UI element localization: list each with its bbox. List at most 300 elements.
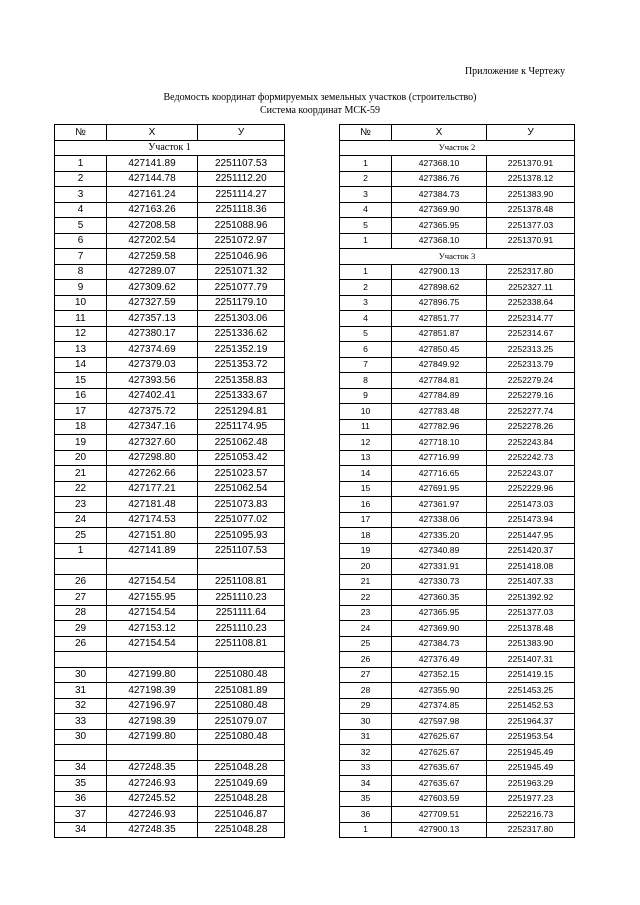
y-coordinate-cell: 2251112.20: [198, 171, 285, 187]
table-row: [55, 466, 285, 482]
point-number-cell: 35: [340, 791, 392, 807]
x-coordinate-cell: 427374.69: [107, 342, 198, 358]
table-row: [55, 652, 285, 668]
x-coordinate-cell: 427393.56: [107, 373, 198, 389]
table-row: [340, 543, 575, 559]
column-header-y: У: [198, 125, 285, 141]
point-number-cell: 14: [55, 357, 107, 373]
point-number-cell: 1: [340, 233, 392, 249]
x-coordinate-cell: 427386.76: [392, 171, 487, 187]
y-coordinate-cell: 2251080.48: [198, 698, 285, 714]
table-row: [340, 652, 575, 668]
x-coordinate-cell: 427331.91: [392, 559, 487, 575]
y-coordinate-cell: 2251073.83: [198, 497, 285, 513]
y-coordinate-cell: 2251080.48: [198, 729, 285, 745]
x-coordinate-cell: 427716.65: [392, 466, 487, 482]
table-row: [55, 435, 285, 451]
point-number-cell: 18: [55, 419, 107, 435]
y-coordinate-cell: 2252338.64: [487, 295, 575, 311]
y-coordinate-cell: 2251107.53: [198, 543, 285, 559]
x-coordinate-cell: 427900.13: [392, 822, 487, 838]
point-number-cell: 22: [55, 481, 107, 497]
y-coordinate-cell: 2251049.69: [198, 776, 285, 792]
y-coordinate-cell: 2252314.77: [487, 311, 575, 327]
point-number-cell: 34: [55, 822, 107, 838]
y-coordinate-cell: 2251383.90: [487, 187, 575, 203]
x-coordinate-cell: 427141.89: [107, 156, 198, 172]
y-coordinate-cell: 2251071.32: [198, 264, 285, 280]
x-coordinate-cell: 427259.58: [107, 249, 198, 265]
table-row: [340, 776, 575, 792]
y-coordinate-cell: 2252313.79: [487, 357, 575, 373]
y-coordinate-cell: 2251378.48: [487, 202, 575, 218]
y-coordinate-cell: 2251953.54: [487, 729, 575, 745]
x-coordinate-cell: 427851.87: [392, 326, 487, 342]
y-coordinate-cell: 2251077.02: [198, 512, 285, 528]
y-coordinate-cell: 2252216.73: [487, 807, 575, 823]
point-number-cell: 37: [55, 807, 107, 823]
x-coordinate-cell: 427716.99: [392, 450, 487, 466]
column-header-x: Х: [392, 125, 487, 141]
x-coordinate-cell: 427365.95: [392, 218, 487, 234]
point-number-cell: 29: [55, 621, 107, 637]
table-row: [340, 528, 575, 544]
point-number-cell: 31: [340, 729, 392, 745]
table-row: [340, 233, 575, 249]
x-coordinate-cell: 427402.41: [107, 388, 198, 404]
table-row: [55, 590, 285, 606]
y-coordinate-cell: 2251110.23: [198, 590, 285, 606]
point-number-cell: 22: [340, 590, 392, 606]
table-row: [340, 218, 575, 234]
point-number-cell: 17: [55, 404, 107, 420]
point-number-cell: 11: [340, 419, 392, 435]
table-row: [340, 590, 575, 606]
column-header-y: У: [487, 125, 575, 141]
point-number-cell: 35: [55, 776, 107, 792]
table-row: [55, 249, 285, 265]
y-coordinate-cell: 2252327.11: [487, 280, 575, 296]
y-coordinate-cell: 2251095.93: [198, 528, 285, 544]
y-coordinate-cell: 2252279.16: [487, 388, 575, 404]
point-number-cell: 20: [340, 559, 392, 575]
table-row: [55, 791, 285, 807]
y-coordinate-cell: 2251179.10: [198, 295, 285, 311]
appendix-note: Приложение к Чертежу: [464, 66, 565, 77]
point-number-cell: 2: [340, 280, 392, 296]
point-number-cell: 30: [55, 667, 107, 683]
y-coordinate-cell: 2252278.26: [487, 419, 575, 435]
table-row: [55, 419, 285, 435]
point-number-cell: 4: [340, 311, 392, 327]
y-coordinate-cell: 2251377.03: [487, 605, 575, 621]
point-number-cell: 24: [55, 512, 107, 528]
x-coordinate-cell: 427248.35: [107, 822, 198, 838]
x-coordinate-cell: 427335.20: [392, 528, 487, 544]
x-coordinate-cell: [107, 652, 198, 668]
table-row: [55, 218, 285, 234]
point-number-cell: 27: [340, 667, 392, 683]
point-number-cell: 4: [55, 202, 107, 218]
y-coordinate-cell: 2251108.81: [198, 636, 285, 652]
y-coordinate-cell: 2251420.37: [487, 543, 575, 559]
y-coordinate-cell: 2251079.07: [198, 714, 285, 730]
table-row: [55, 404, 285, 420]
section-title: Участок 1: [55, 140, 285, 156]
table-row: [340, 311, 575, 327]
table-row: [340, 202, 575, 218]
x-coordinate-cell: 427246.93: [107, 776, 198, 792]
x-coordinate-cell: 427597.98: [392, 714, 487, 730]
x-coordinate-cell: 427375.72: [107, 404, 198, 420]
point-number-cell: 9: [55, 280, 107, 296]
y-coordinate-cell: 2251046.87: [198, 807, 285, 823]
x-coordinate-cell: 427635.67: [392, 760, 487, 776]
table-row: [340, 373, 575, 389]
table-row: [340, 760, 575, 776]
y-coordinate-cell: 2251352.19: [198, 342, 285, 358]
x-coordinate-cell: 427153.12: [107, 621, 198, 637]
point-number-cell: 1: [55, 543, 107, 559]
point-number-cell: 28: [340, 683, 392, 699]
y-coordinate-cell: 2251964.37: [487, 714, 575, 730]
y-coordinate-cell: 2251072.97: [198, 233, 285, 249]
x-coordinate-cell: 427784.81: [392, 373, 487, 389]
x-coordinate-cell: 427177.21: [107, 481, 198, 497]
table-row: [340, 280, 575, 296]
y-coordinate-cell: 2252277.74: [487, 404, 575, 420]
table-row: [55, 559, 285, 575]
x-coordinate-cell: 427376.49: [392, 652, 487, 668]
y-coordinate-cell: 2251453.25: [487, 683, 575, 699]
coordinates-table-body: [340, 140, 575, 838]
point-number-cell: 29: [340, 698, 392, 714]
table-row: [55, 822, 285, 838]
point-number-cell: 3: [340, 295, 392, 311]
y-coordinate-cell: 2251294.81: [198, 404, 285, 420]
y-coordinate-cell: 2251392.92: [487, 590, 575, 606]
x-coordinate-cell: 427851.77: [392, 311, 487, 327]
table-row: [55, 621, 285, 637]
y-coordinate-cell: 2251062.54: [198, 481, 285, 497]
table-row: [55, 760, 285, 776]
table-row: [340, 450, 575, 466]
x-coordinate-cell: 427330.73: [392, 574, 487, 590]
point-number-cell: 30: [55, 729, 107, 745]
table-row: [55, 512, 285, 528]
point-number-cell: 2: [55, 171, 107, 187]
table-row: [55, 729, 285, 745]
y-coordinate-cell: 2251107.53: [198, 156, 285, 172]
point-number-cell: 12: [340, 435, 392, 451]
x-coordinate-cell: 427199.80: [107, 667, 198, 683]
x-coordinate-cell: 427199.80: [107, 729, 198, 745]
x-coordinate-cell: [107, 745, 198, 761]
table-row: [55, 171, 285, 187]
point-number-cell: 5: [55, 218, 107, 234]
y-coordinate-cell: 2251407.33: [487, 574, 575, 590]
x-coordinate-cell: 427782.96: [392, 419, 487, 435]
table-row: [55, 667, 285, 683]
x-coordinate-cell: 427361.97: [392, 497, 487, 513]
table-row: [55, 202, 285, 218]
table-row: [55, 636, 285, 652]
x-coordinate-cell: 427784.89: [392, 388, 487, 404]
x-coordinate-cell: 427174.53: [107, 512, 198, 528]
table-row: [340, 466, 575, 482]
x-coordinate-cell: 427368.10: [392, 156, 487, 172]
y-coordinate-cell: [198, 652, 285, 668]
point-number-cell: 26: [340, 652, 392, 668]
table-row: [55, 497, 285, 513]
table-row: [340, 574, 575, 590]
table-row: [340, 264, 575, 280]
y-coordinate-cell: 2251963.29: [487, 776, 575, 792]
table-row: [340, 714, 575, 730]
table-row: [340, 512, 575, 528]
point-number-cell: 3: [55, 187, 107, 203]
y-coordinate-cell: 2252313.25: [487, 342, 575, 358]
x-coordinate-cell: 427246.93: [107, 807, 198, 823]
x-coordinate-cell: 427849.92: [392, 357, 487, 373]
y-coordinate-cell: 2251174.95: [198, 419, 285, 435]
point-number-cell: 6: [55, 233, 107, 249]
point-number-cell: 13: [340, 450, 392, 466]
y-coordinate-cell: 2251378.12: [487, 171, 575, 187]
point-number-cell: 1: [55, 156, 107, 172]
y-coordinate-cell: 2251407.31: [487, 652, 575, 668]
y-coordinate-cell: 2251062.48: [198, 435, 285, 451]
table-row: [340, 187, 575, 203]
point-number-cell: 10: [340, 404, 392, 420]
table-row: [340, 791, 575, 807]
y-coordinate-cell: 2251358.83: [198, 373, 285, 389]
y-coordinate-cell: 2252279.24: [487, 373, 575, 389]
table-row: [340, 822, 575, 838]
x-coordinate-cell: 427718.10: [392, 435, 487, 451]
x-coordinate-cell: 427709.51: [392, 807, 487, 823]
y-coordinate-cell: 2252242.73: [487, 450, 575, 466]
y-coordinate-cell: 2251048.28: [198, 760, 285, 776]
y-coordinate-cell: 2252229.96: [487, 481, 575, 497]
point-number-cell: 24: [340, 621, 392, 637]
table-header-row: [340, 125, 575, 141]
table-row: [55, 373, 285, 389]
x-coordinate-cell: 427360.35: [392, 590, 487, 606]
x-coordinate-cell: 427327.60: [107, 435, 198, 451]
point-number-cell: 21: [55, 466, 107, 482]
point-number-cell: 1: [340, 822, 392, 838]
x-coordinate-cell: 427898.62: [392, 280, 487, 296]
x-coordinate-cell: 427163.26: [107, 202, 198, 218]
table-row: [55, 156, 285, 172]
point-number-cell: 16: [340, 497, 392, 513]
section-row: [55, 140, 285, 156]
point-number-cell: 1: [340, 264, 392, 280]
point-number-cell: 23: [55, 497, 107, 513]
x-coordinate-cell: 427635.67: [392, 776, 487, 792]
table-row: [340, 745, 575, 761]
point-number-cell: 6: [340, 342, 392, 358]
y-coordinate-cell: 2251303.06: [198, 311, 285, 327]
point-number-cell: 21: [340, 574, 392, 590]
point-number-cell: 9: [340, 388, 392, 404]
point-number-cell: 11: [55, 311, 107, 327]
point-number-cell: 18: [340, 528, 392, 544]
x-coordinate-cell: 427783.48: [392, 404, 487, 420]
coordinate-system-subtitle: Система координат МСК-59: [259, 105, 381, 116]
point-number-cell: 20: [55, 450, 107, 466]
x-coordinate-cell: 427202.54: [107, 233, 198, 249]
table-row: [55, 543, 285, 559]
y-coordinate-cell: 2251114.27: [198, 187, 285, 203]
table-row: [55, 528, 285, 544]
y-coordinate-cell: 2251977.23: [487, 791, 575, 807]
x-coordinate-cell: 427161.24: [107, 187, 198, 203]
point-number-cell: 1: [340, 156, 392, 172]
y-coordinate-cell: 2252317.80: [487, 264, 575, 280]
y-coordinate-cell: 2251378.48: [487, 621, 575, 637]
point-number-cell: 26: [55, 574, 107, 590]
table-row: [55, 342, 285, 358]
table-row: [340, 388, 575, 404]
table-row: [55, 450, 285, 466]
section-title: Участок 3: [340, 249, 575, 265]
point-number-cell: 8: [340, 373, 392, 389]
point-number-cell: 16: [55, 388, 107, 404]
point-number-cell: 19: [55, 435, 107, 451]
point-number-cell: 30: [340, 714, 392, 730]
table-row: [55, 698, 285, 714]
point-number-cell: 8: [55, 264, 107, 280]
table-header-row: [55, 125, 285, 141]
y-coordinate-cell: 2251048.28: [198, 791, 285, 807]
y-coordinate-cell: 2251945.49: [487, 760, 575, 776]
point-number-cell: 36: [340, 807, 392, 823]
table-row: [55, 714, 285, 730]
y-coordinate-cell: 2251046.96: [198, 249, 285, 265]
table-row: [55, 776, 285, 792]
x-coordinate-cell: 427327.59: [107, 295, 198, 311]
table-row: [340, 621, 575, 637]
y-coordinate-cell: 2251473.03: [487, 497, 575, 513]
document-title: Ведомость координат формируемых земельных участков (строительство): [163, 92, 477, 103]
x-coordinate-cell: 427625.67: [392, 729, 487, 745]
x-coordinate-cell: 427380.17: [107, 326, 198, 342]
point-number-cell: 26: [55, 636, 107, 652]
x-coordinate-cell: 427369.90: [392, 621, 487, 637]
x-coordinate-cell: 427289.07: [107, 264, 198, 280]
y-coordinate-cell: 2251080.48: [198, 667, 285, 683]
x-coordinate-cell: 427154.54: [107, 605, 198, 621]
y-coordinate-cell: 2251333.67: [198, 388, 285, 404]
point-number-cell: 33: [55, 714, 107, 730]
x-coordinate-cell: 427352.15: [392, 667, 487, 683]
point-number-cell: 17: [340, 512, 392, 528]
point-number-cell: [55, 559, 107, 575]
x-coordinate-cell: 427262.66: [107, 466, 198, 482]
y-coordinate-cell: 2251945.49: [487, 745, 575, 761]
x-coordinate-cell: 427208.58: [107, 218, 198, 234]
x-coordinate-cell: 427198.39: [107, 683, 198, 699]
table-row: [340, 295, 575, 311]
x-coordinate-cell: 427384.73: [392, 187, 487, 203]
table-row: [340, 342, 575, 358]
x-coordinate-cell: 427141.89: [107, 543, 198, 559]
x-coordinate-cell: 427850.45: [392, 342, 487, 358]
x-coordinate-cell: 427181.48: [107, 497, 198, 513]
point-number-cell: 13: [55, 342, 107, 358]
y-coordinate-cell: 2251418.08: [487, 559, 575, 575]
y-coordinate-cell: 2251452.53: [487, 698, 575, 714]
point-number-cell: 15: [55, 373, 107, 389]
x-coordinate-cell: 427355.90: [392, 683, 487, 699]
point-number-cell: 34: [55, 760, 107, 776]
point-number-cell: 33: [340, 760, 392, 776]
y-coordinate-cell: 2252243.07: [487, 466, 575, 482]
point-number-cell: 5: [340, 218, 392, 234]
x-coordinate-cell: 427368.10: [392, 233, 487, 249]
x-coordinate-cell: 427196.97: [107, 698, 198, 714]
point-number-cell: 4: [340, 202, 392, 218]
table-row: [340, 419, 575, 435]
table-row: [340, 357, 575, 373]
x-coordinate-cell: 427625.67: [392, 745, 487, 761]
point-number-cell: 25: [55, 528, 107, 544]
table-row: [55, 311, 285, 327]
point-number-cell: 25: [340, 636, 392, 652]
table-row: [340, 559, 575, 575]
point-number-cell: 12: [55, 326, 107, 342]
column-header-number: №: [340, 125, 392, 141]
x-coordinate-cell: 427154.54: [107, 636, 198, 652]
y-coordinate-cell: 2251111.64: [198, 605, 285, 621]
x-coordinate-cell: 427357.13: [107, 311, 198, 327]
point-number-cell: 36: [55, 791, 107, 807]
y-coordinate-cell: 2251081.89: [198, 683, 285, 699]
point-number-cell: 27: [55, 590, 107, 606]
x-coordinate-cell: 427154.54: [107, 574, 198, 590]
y-coordinate-cell: 2251370.91: [487, 233, 575, 249]
table-row: [55, 326, 285, 342]
table-row: [340, 326, 575, 342]
coordinates-table-body: [55, 140, 285, 838]
table-row: [55, 481, 285, 497]
point-number-cell: 5: [340, 326, 392, 342]
x-coordinate-cell: 427347.16: [107, 419, 198, 435]
table-row: [340, 156, 575, 172]
y-coordinate-cell: 2252243.84: [487, 435, 575, 451]
x-coordinate-cell: 427369.90: [392, 202, 487, 218]
y-coordinate-cell: [198, 745, 285, 761]
y-coordinate-cell: 2252314.67: [487, 326, 575, 342]
y-coordinate-cell: 2251048.28: [198, 822, 285, 838]
point-number-cell: 32: [55, 698, 107, 714]
table-row: [55, 187, 285, 203]
table-row: [55, 357, 285, 373]
table-row: [340, 481, 575, 497]
y-coordinate-cell: 2251419.15: [487, 667, 575, 683]
y-coordinate-cell: 2251108.81: [198, 574, 285, 590]
table-row: [340, 605, 575, 621]
point-number-cell: [55, 745, 107, 761]
x-coordinate-cell: 427379.03: [107, 357, 198, 373]
point-number-cell: 19: [340, 543, 392, 559]
x-coordinate-cell: 427365.95: [392, 605, 487, 621]
x-coordinate-cell: 427340.89: [392, 543, 487, 559]
x-coordinate-cell: 427144.78: [107, 171, 198, 187]
y-coordinate-cell: 2251370.91: [487, 156, 575, 172]
